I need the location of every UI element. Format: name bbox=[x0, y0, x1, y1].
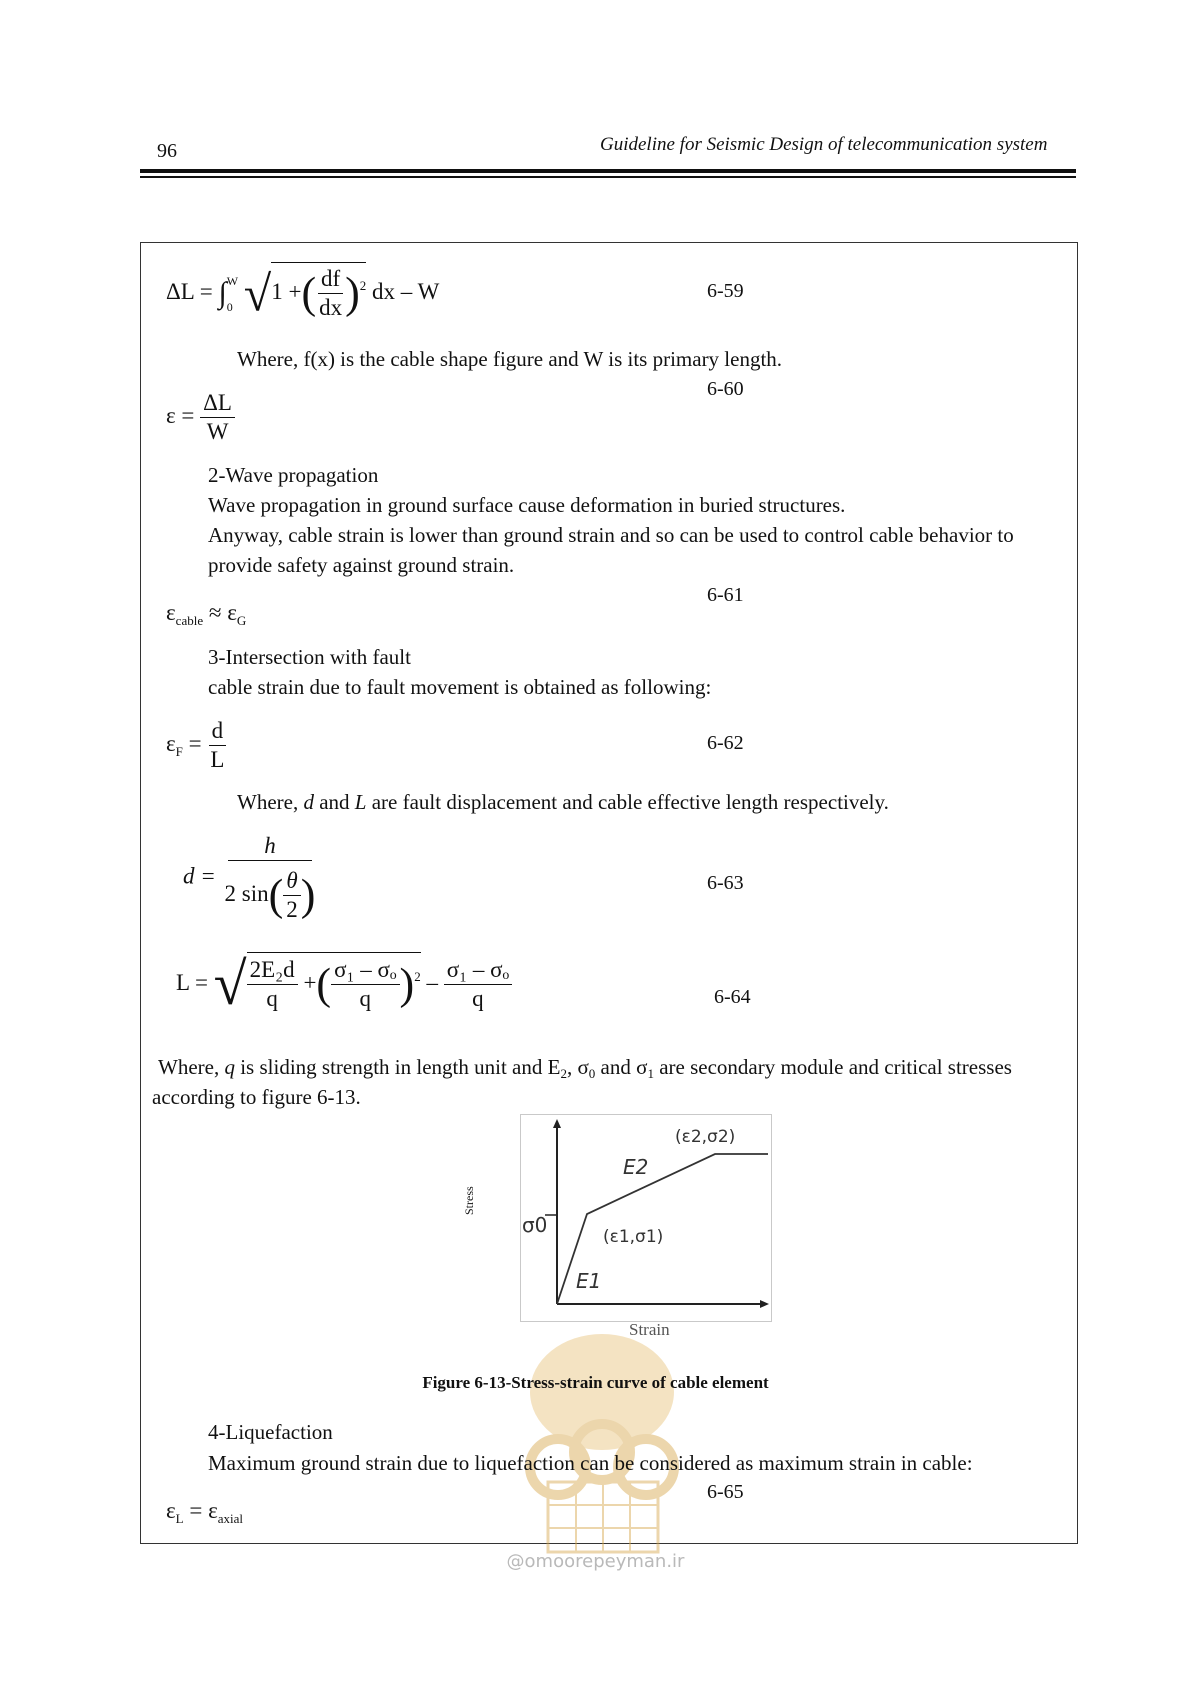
wave-paragraph-2-line-2: provide safety against ground strain. bbox=[208, 553, 515, 577]
equation-6-60: ε = $\frac{\Delta L}{W}$ bbox=[166, 389, 235, 446]
header-rule-thin bbox=[140, 176, 1076, 178]
equation-6-59: ΔL = ∫ W 0 √1 +( $\frac{df}{dx}$ )$^2$ dx – W bbox=[166, 262, 439, 323]
equation-number-6-59: 6-59 bbox=[707, 280, 744, 302]
liquefaction-heading: 4-Liquefaction bbox=[208, 1420, 333, 1444]
x-axis-label: Strain bbox=[629, 1320, 670, 1339]
running-title: Guideline for Seismic Design of telecommunication system bbox=[600, 134, 1048, 155]
equation-6-61: $\varepsilon_{cable} \approx \varepsilon_G$ bbox=[166, 600, 247, 628]
equation-6-64: L = √ $\frac{\text{2E₂d}}{q}$ +( $\frac{\text{σ₁ – σₒ}}{q}$ )$^2$ – $\frac{\text{σ₁ – σₒ}}{q}$ bbox=[176, 950, 512, 1019]
equation-6-65: $\varepsilon_L = \varepsilon_{axial}$ bbox=[166, 1498, 244, 1526]
wave-paragraph-2-line-1: Anyway, cable strain is lower than ground strain and so can be used to control cable behavior to bbox=[208, 523, 1014, 547]
e1-label: E1 bbox=[576, 1269, 602, 1293]
x-axis-arrow bbox=[760, 1300, 769, 1308]
liquefaction-paragraph: Maximum ground strain due to liquefaction can be considered as maximum strain in cable: bbox=[208, 1451, 973, 1475]
y-axis-arrow bbox=[553, 1119, 561, 1128]
point1-label: (ε1,σ1) bbox=[603, 1227, 664, 1247]
wave-heading: 2-Wave propagation bbox=[208, 463, 379, 487]
stress-strain-figure bbox=[520, 1114, 770, 1320]
equation-6-62: $\varepsilon_F$ = $\frac{d}{L}$ bbox=[166, 718, 225, 772]
fault-heading: 3-Intersection with fault bbox=[208, 645, 411, 669]
equation-6-63: d = h 2 sin( $\frac{\theta}{2}$ ) bbox=[183, 833, 316, 922]
e2-label: E2 bbox=[623, 1155, 649, 1179]
publisher-seal-watermark bbox=[488, 1322, 716, 1562]
equation-number-6-63: 6-63 bbox=[707, 872, 744, 894]
where-fx-text: Where, f(x) is the cable shape figure and W is its primary length. bbox=[237, 347, 783, 371]
fault-paragraph: cable strain due to fault movement is obtained as following: bbox=[208, 675, 712, 699]
where-d-l-text: Where, d and L are fault displacement and cable effective length respectively. bbox=[237, 790, 889, 814]
equation-number-6-62: 6-62 bbox=[707, 732, 744, 754]
y-axis-label: Stress bbox=[462, 1186, 476, 1215]
equation-number-6-64: 6-64 bbox=[714, 986, 751, 1008]
figure-caption: Figure 6-13-Stress-strain curve of cable element bbox=[422, 1373, 769, 1392]
equation-number-6-61: 6-61 bbox=[707, 584, 744, 606]
integral-sign: ∫ bbox=[218, 276, 227, 310]
header-rule-thick bbox=[140, 169, 1076, 173]
watermark-url: @omoorepeyman.ir bbox=[506, 1551, 685, 1572]
sqrt-sign: √ bbox=[213, 951, 247, 1017]
equation-number-6-65: 6-65 bbox=[707, 1481, 744, 1503]
page-number: 96 bbox=[157, 140, 177, 162]
sqrt-sign: √ bbox=[243, 265, 272, 322]
sigma0-label: σ0 bbox=[522, 1213, 548, 1237]
wave-paragraph-1: Wave propagation in ground surface cause deformation in buried structures. bbox=[208, 493, 846, 517]
point2-label: (ε2,σ2) bbox=[675, 1127, 736, 1147]
where-q-text-line-2: according to figure 6-13. bbox=[152, 1085, 361, 1109]
equation-number-6-60: 6-60 bbox=[707, 378, 744, 400]
where-q-text-line-1: Where, q is sliding strength in length unit and E2, σ0 and σ1 are secondary module and critical stresses bbox=[158, 1055, 1012, 1081]
